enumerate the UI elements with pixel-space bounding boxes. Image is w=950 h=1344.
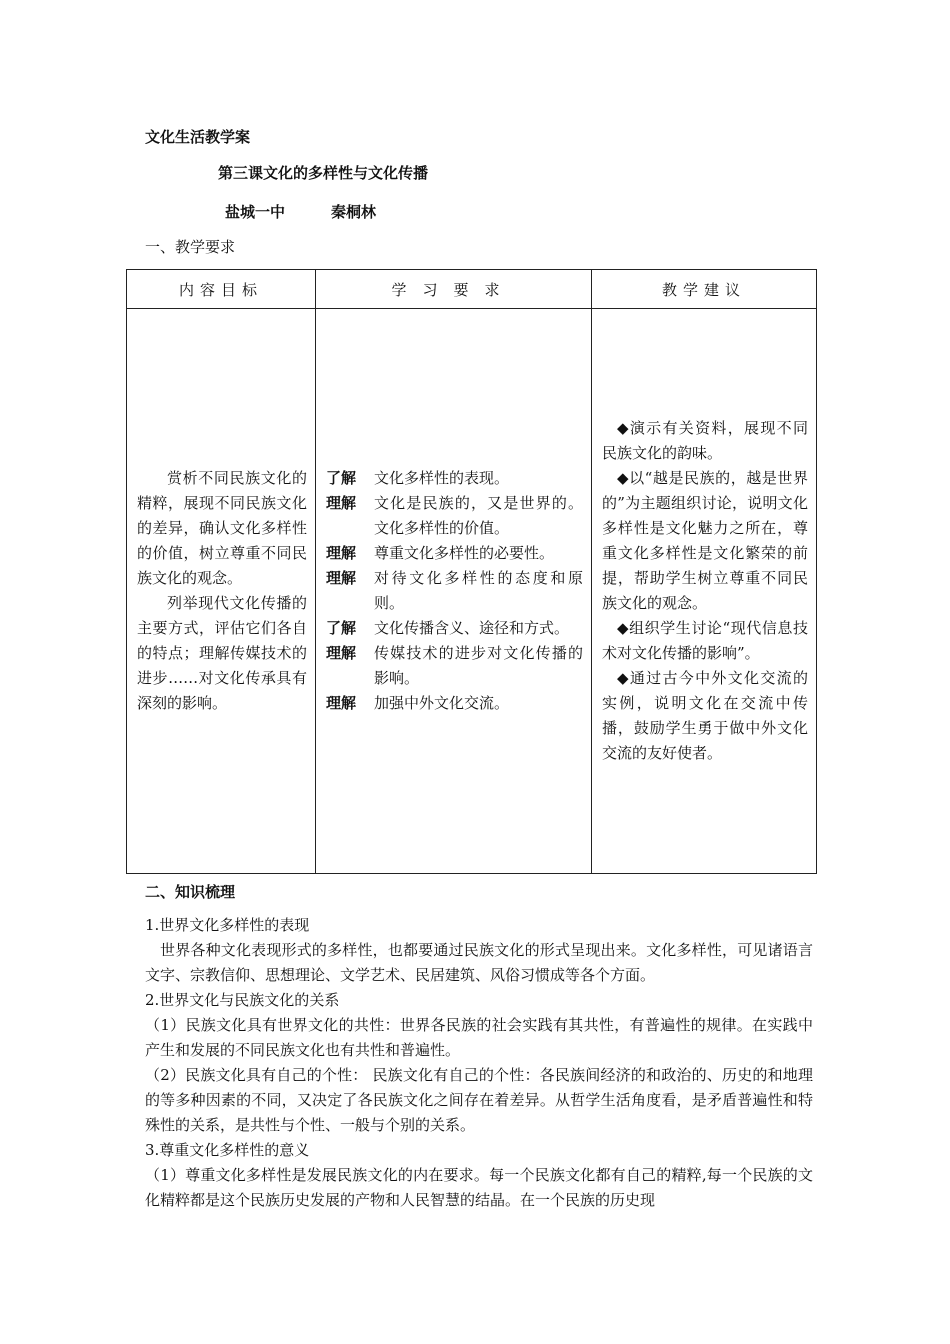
requirement-item [326,466,583,491]
suggestion-item: ◆组织学生讨论“现代信息技术对文化传播的影响”。 [602,619,808,662]
section-heading-2: 二、知识梳理 [145,883,236,901]
header-suggestions: 教学建议 [592,270,817,309]
requirement-item [326,641,583,691]
requirement-text: 文化多样性的表现。 [374,469,510,487]
requirements-cell [316,309,592,874]
requirement-level: 理解 [326,544,357,562]
point-body: （1）尊重文化多样性是发展民族文化的内在要求。每一个民族文化都有自己的精粹,每一个民族的文化精粹都是这个民族历史发展的产物和人民智慧的结晶。在一个民族的历史现 [145,1166,813,1209]
suggestion-item: ◆以“越是民族的，越是世界的”为主题组织讨论，说明文化多样性是文化魅力之所在，尊重文化多样性是文化繁荣的前提，帮助学生树立尊重不同民族文化的观念。 [602,469,808,612]
goal-paragraph: 列举现代文化传播的主要方式，评估它们各自的特点；理解传媒技术的进步……对文化传承具有深刻的影响。 [137,594,307,712]
point-title: 1.世界文化多样性的表现 [145,916,310,934]
point-title: 2.世界文化与民族文化的关系 [145,991,340,1009]
suggestions-cell [592,309,817,874]
content-goals-cell [127,309,316,874]
requirement-level: 理解 [326,569,357,587]
table-header-row [127,270,817,309]
doc-title: 文化生活教学案 [145,128,251,146]
point-body: （2）民族文化具有自己的个性： 民族文化有自己的个性：各民族间经济的和政治的、历史的和地理的等多种因素的不同，又决定了各民族文化之间存在着差异。从哲学生活角度看，是矛盾普遍性和特殊性的关系，是共性与个性、一般与个别的关系。 [145,1066,813,1134]
header-requirements: 学习要求 [316,270,592,309]
point-title: 3.尊重文化多样性的意义 [145,1141,310,1159]
requirement-text: 尊重文化多样性的必要性。 [374,544,555,562]
requirements-table [126,269,817,874]
knowledge-section [145,880,813,1213]
requirement-level: 了解 [326,619,357,637]
teacher-name: 秦桐林 [331,203,377,221]
section-heading-1: 一、教学要求 [145,238,236,256]
point-body: 世界各种文化表现形式的多样性，也都要通过民族文化的形式呈现出来。文化多样性，可见诸语言文字、宗教信仰、思想理论、文学艺术、民居建筑、风俗习惯成等各个方面。 [145,941,813,984]
goal-paragraph: 赏析不同民族文化的精粹，展现不同民族文化的差异，确认文化多样性的价值，树立尊重不同民族文化的观念。 [137,469,307,587]
header-content-goals: 内容目标 [127,270,316,309]
requirement-item [326,616,583,641]
point-body: （1）民族文化具有世界文化的共性：世界各民族的社会实践有其共性，有普遍性的规律。在实践中产生和发展的不同民族文化也有共性和普遍性。 [145,1016,813,1059]
requirement-text: 传媒技术的进步对文化传播的影响。 [374,644,583,687]
requirement-text: 文化是民族的，又是世界的。文化多样性的价值。 [374,494,583,537]
requirement-level: 理解 [326,644,357,662]
doc-author [225,201,376,222]
suggestion-item: ◆通过古今中外文化交流的实例，说明文化在交流中传播，鼓励学生勇于做中外文化交流的友好使者。 [602,669,808,762]
requirement-text: 对待文化多样性的态度和原则。 [374,569,583,612]
doc-subtitle: 第三课文化的多样性与文化传播 [218,164,429,182]
requirement-item [326,541,583,566]
requirement-item [326,566,583,616]
requirement-text: 加强中外文化交流。 [374,694,510,712]
suggestion-item: ◆演示有关资料，展现不同民族文化的韵味。 [602,419,808,462]
requirement-level: 理解 [326,494,357,512]
table-body-row [127,309,817,874]
school-name: 盐城一中 [225,203,286,221]
requirement-text: 文化传播含义、途径和方式。 [374,619,570,637]
requirement-item [326,691,583,716]
requirement-item [326,491,583,541]
requirement-level: 了解 [326,469,357,487]
requirement-level: 理解 [326,694,357,712]
